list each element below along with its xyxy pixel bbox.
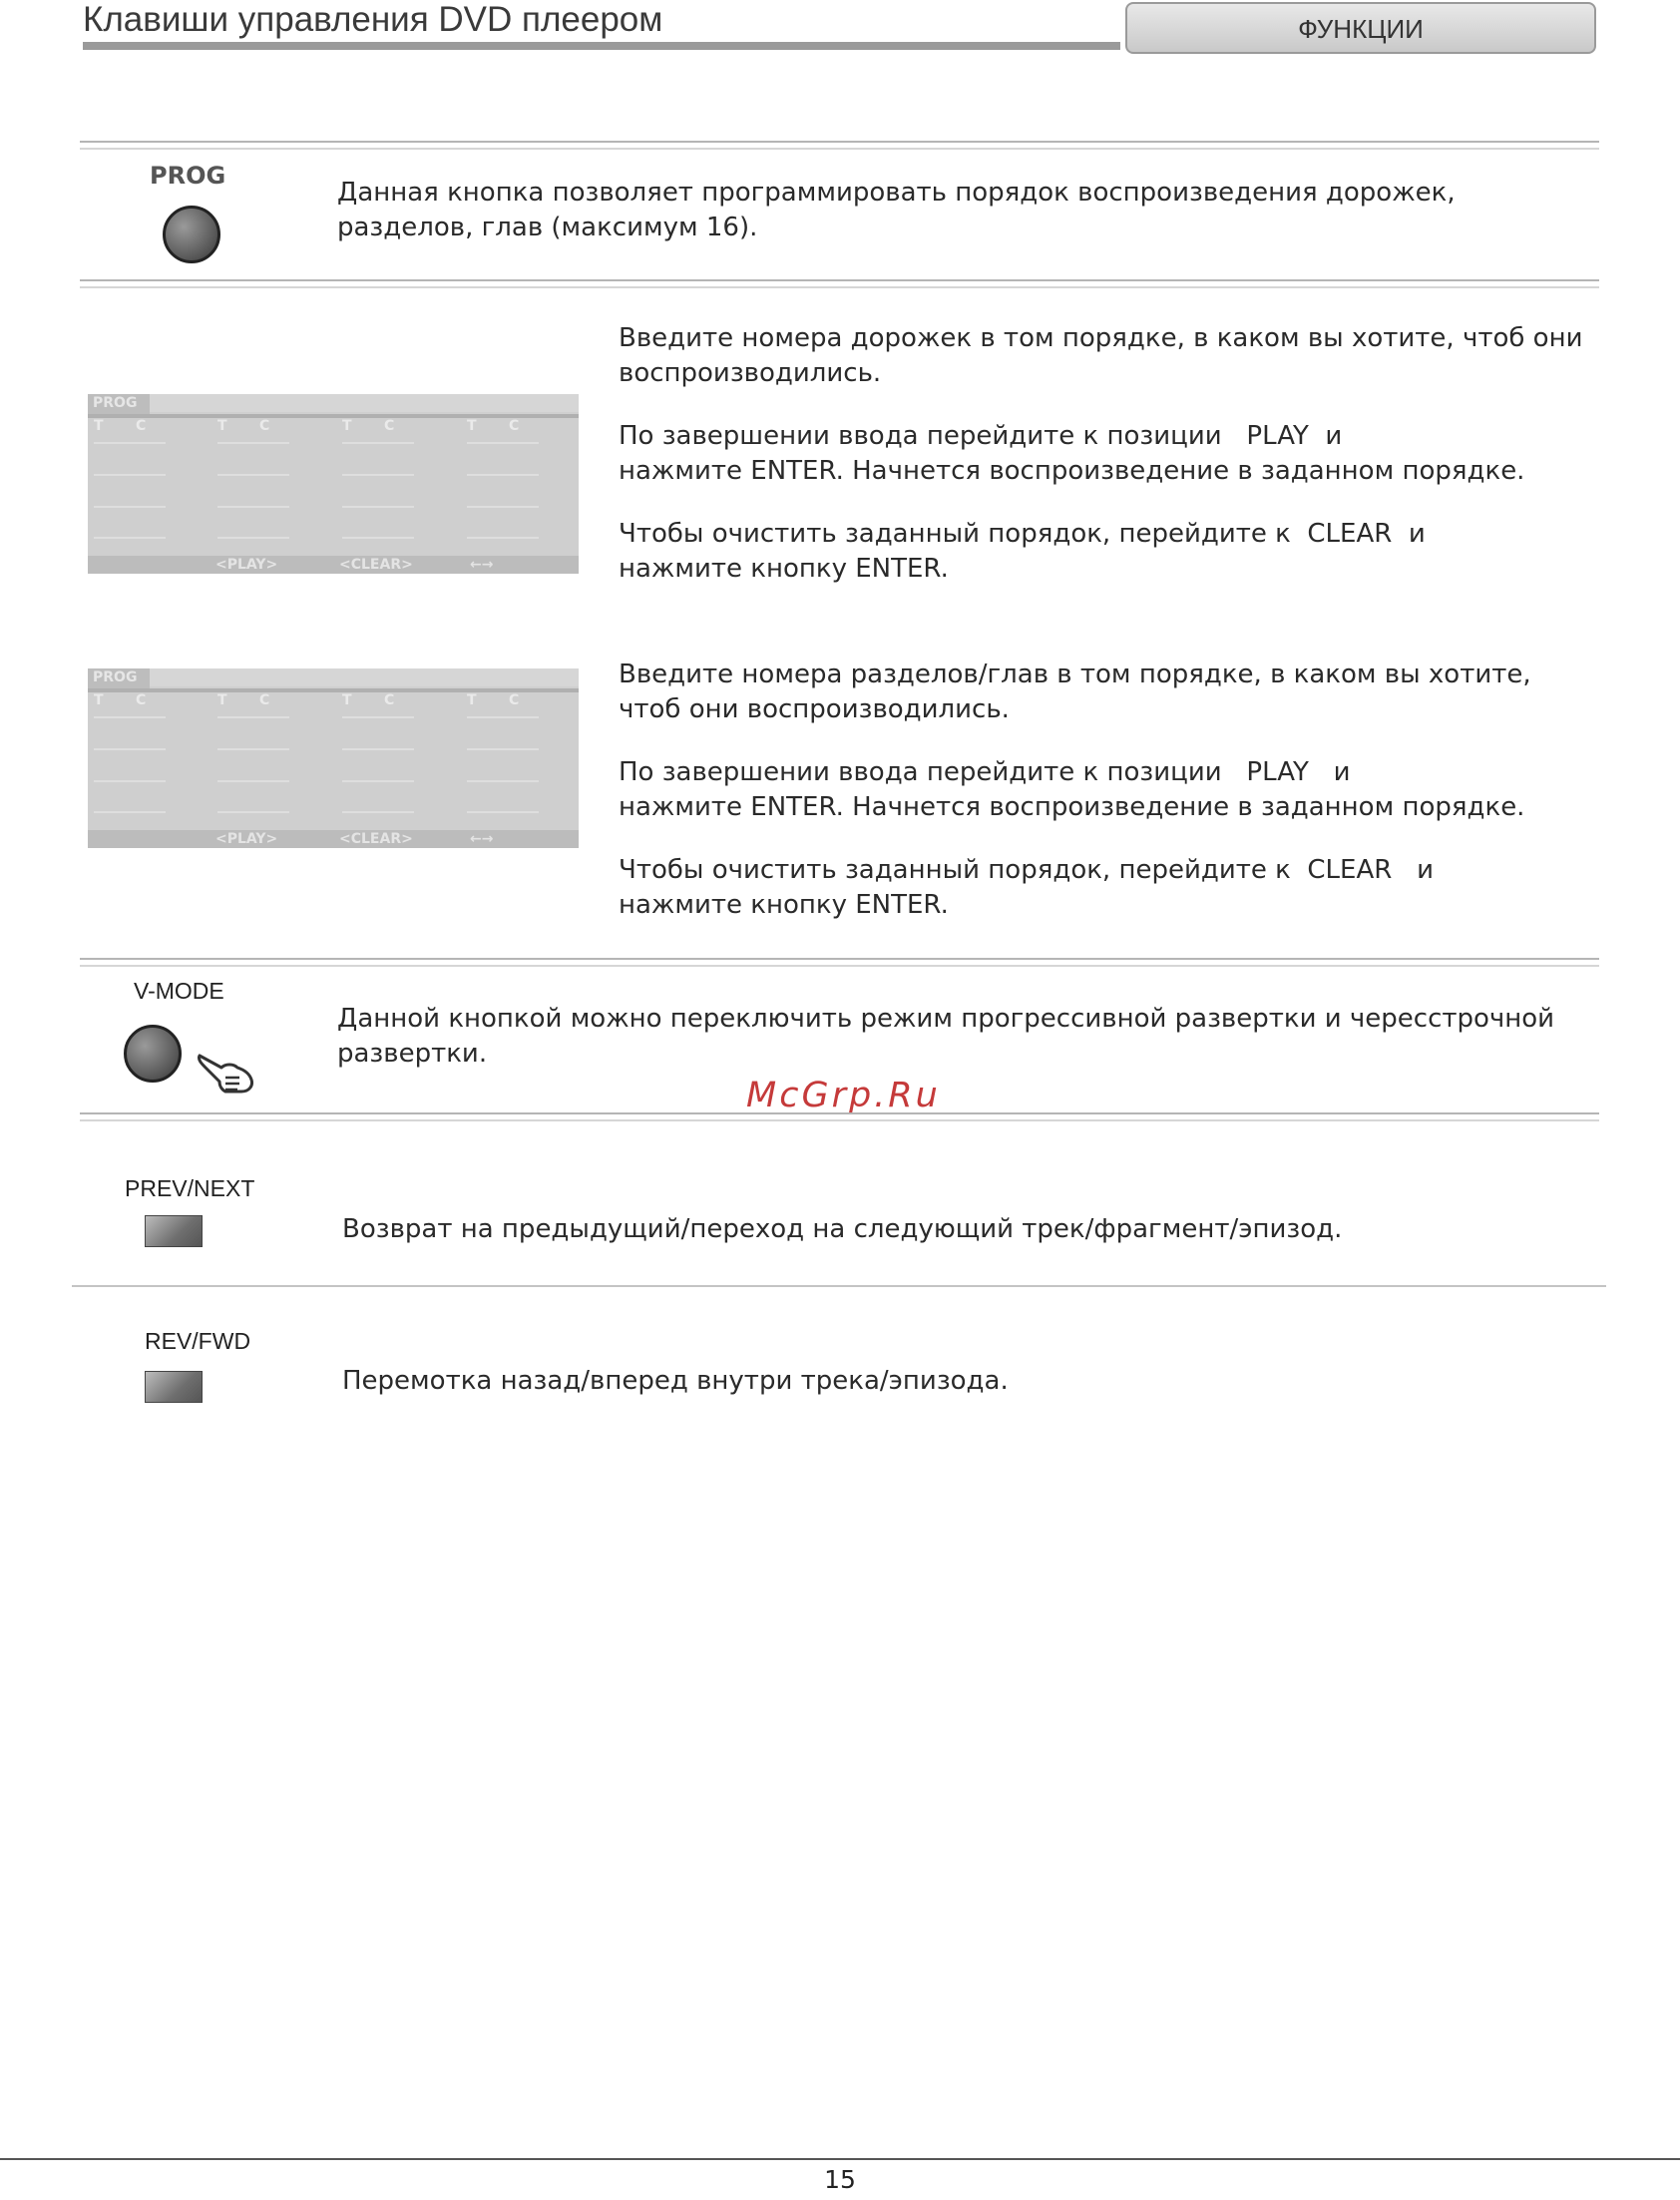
tracks-instruction-1: Введите номера дорожек в том порядке, в каком вы хотите, чтоб они воспроизводились.	[619, 323, 1583, 388]
prevnext-description: Возврат на предыдущий/переход на следующий трек/фрагмент/эпизод.	[342, 1214, 1343, 1244]
pointing-hand-icon	[196, 1048, 257, 1096]
col-c: C	[259, 418, 270, 434]
divider	[80, 279, 1599, 288]
screen-play-option: <PLAY>	[215, 557, 278, 573]
watermark: McGrp.Ru	[746, 1076, 941, 1115]
col-t: T	[342, 692, 352, 708]
col-c: C	[136, 692, 147, 708]
program-screen-chapters	[88, 668, 579, 848]
screen-play-option: <PLAY>	[215, 831, 278, 847]
col-t: T	[94, 692, 104, 708]
col-t: T	[94, 418, 104, 434]
chapters-instruction-3b: нажмите кнопку ENTER.	[619, 890, 949, 920]
title-underline	[83, 42, 1120, 50]
col-c: C	[259, 692, 270, 708]
prevnext-key-label: PREV/NEXT	[125, 1175, 255, 1201]
revfwd-key-label: REV/FWD	[145, 1328, 251, 1354]
screen-clear-option: <CLEAR>	[339, 831, 413, 847]
screen-nav-arrows: ←→	[470, 831, 494, 847]
tracks-instruction-2b: нажмите ENTER. Начнется воспроизведение в заданном порядке.	[619, 456, 1525, 486]
tracks-instruction-3b: нажмите кнопку ENTER.	[619, 554, 949, 584]
col-t: T	[467, 692, 477, 708]
col-c: C	[384, 692, 395, 708]
divider	[80, 1112, 1599, 1121]
divider	[80, 958, 1599, 967]
col-t: T	[217, 418, 227, 434]
vmode-button-icon	[124, 1025, 182, 1083]
vmode-description: Данной кнопкой можно переключить режим прогрессивной развертки и чересстрочной развертки.	[337, 1004, 1555, 1069]
revfwd-button-icon	[145, 1371, 203, 1403]
divider	[72, 1285, 1606, 1287]
col-c: C	[136, 418, 147, 434]
tracks-instruction-3a: Чтобы очистить заданный порядок, перейдите к CLEAR и	[619, 519, 1426, 549]
program-screen-tracks	[88, 394, 579, 574]
prog-button-icon	[163, 206, 220, 263]
page-number: 15	[824, 2165, 856, 2194]
col-t: T	[342, 418, 352, 434]
prog-description: Данная кнопка позволяет программировать порядок воспроизведения дорожек, разделов, глав (максимум 16).	[337, 178, 1456, 242]
vmode-key-label: V-MODE	[134, 978, 224, 1004]
screen-tab-label: PROG	[93, 395, 138, 411]
revfwd-description: Перемотка назад/вперед внутри трека/эпизода.	[342, 1366, 1009, 1396]
chapters-instruction-3a: Чтобы очистить заданный порядок, перейдите к CLEAR и	[619, 855, 1434, 885]
divider	[80, 141, 1599, 150]
screen-clear-option: <CLEAR>	[339, 557, 413, 573]
col-t: T	[467, 418, 477, 434]
prog-key-label: PROG	[150, 162, 226, 190]
page-title: Клавиши управления DVD плеером	[83, 0, 663, 39]
col-t: T	[217, 692, 227, 708]
screen-nav-arrows: ←→	[470, 557, 494, 573]
col-c: C	[509, 418, 520, 434]
col-c: C	[509, 692, 520, 708]
chapters-instruction-2a: По завершении ввода перейдите к позиции PLAY и	[619, 757, 1351, 787]
section-tab: ФУНКЦИИ	[1125, 2, 1596, 54]
col-c: C	[384, 418, 395, 434]
footer-rule	[0, 2158, 1680, 2160]
chapters-instruction-1: Введите номера разделов/глав в том порядке, в каком вы хотите, чтоб они воспроизводились.	[619, 660, 1531, 724]
chapters-instruction-2b: нажмите ENTER. Начнется воспроизведение в заданном порядке.	[619, 792, 1525, 822]
tracks-instruction-2a: По завершении ввода перейдите к позиции PLAY и	[619, 421, 1343, 451]
screen-tab-label: PROG	[93, 669, 138, 685]
prevnext-button-icon	[145, 1215, 203, 1247]
